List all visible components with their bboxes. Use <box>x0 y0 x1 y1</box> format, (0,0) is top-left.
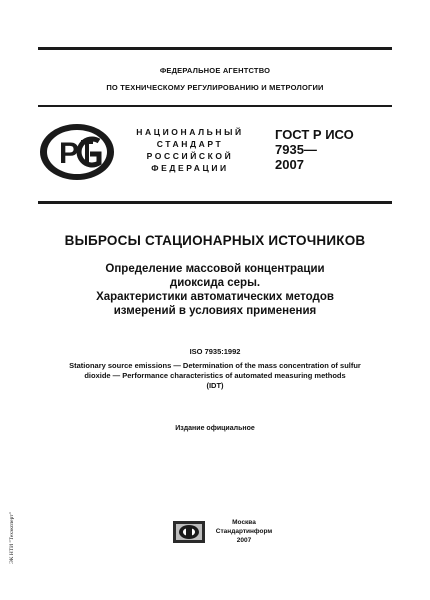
top-rule <box>38 47 392 50</box>
standard-line-2: СТАНДАРТ <box>156 139 224 149</box>
subtitle-line-4: измерений в условиях применения <box>113 305 317 317</box>
standard-line-4: ФЕДЕРАЦИИ <box>151 163 229 173</box>
english-title-line-3: (IDT) <box>206 381 224 390</box>
publisher-year: 2007 <box>236 537 252 544</box>
svg-text:Р: Р <box>59 137 80 170</box>
standard-line-1: НАЦИОНАЛЬНЫЙ <box>136 127 244 137</box>
agency-line-1: ФЕДЕРАЛЬНОЕ АГЕНТСТВО <box>159 66 271 75</box>
document-title: ВЫБРОСЫ СТАЦИОНАРНЫХ ИСТОЧНИКОВ <box>64 233 366 248</box>
gost-number-line-2: 7935— <box>275 142 317 157</box>
side-note: ЭК НТИ "Техэксперт" <box>9 512 15 564</box>
subtitle-line-3: Характеристики автоматических методов <box>96 291 334 303</box>
publisher-logo <box>173 521 205 543</box>
edition-label: Издание официальное <box>175 425 255 432</box>
gost-number-line-1: ГОСТ Р ИСО <box>275 127 354 142</box>
iso-code: ISO 7935:1992 <box>189 347 241 356</box>
header-rule <box>38 105 392 107</box>
publisher-name: Стандартинформ <box>215 528 273 535</box>
english-title-line-1: Stationary source emissions — Determination of the mass concentration of sulfur <box>69 361 361 370</box>
subtitle-line-1: Определение массовой концентрации <box>105 263 325 275</box>
standard-rule <box>38 201 392 204</box>
gost-number-line-3: 2007 <box>275 157 304 172</box>
publisher-city: Москва <box>232 519 256 526</box>
english-title-line-2: dioxide — Performance characteristics of automated measuring methods <box>84 371 346 380</box>
standard-line-3: РОССИЙСКОЙ <box>146 151 234 161</box>
agency-line-2: ПО ТЕХНИЧЕСКОМУ РЕГУЛИРОВАНИЮ И МЕТРОЛОГИИ <box>106 83 324 92</box>
subtitle-line-2: диоксида серы. <box>169 277 261 289</box>
gost-logo <box>38 122 116 182</box>
